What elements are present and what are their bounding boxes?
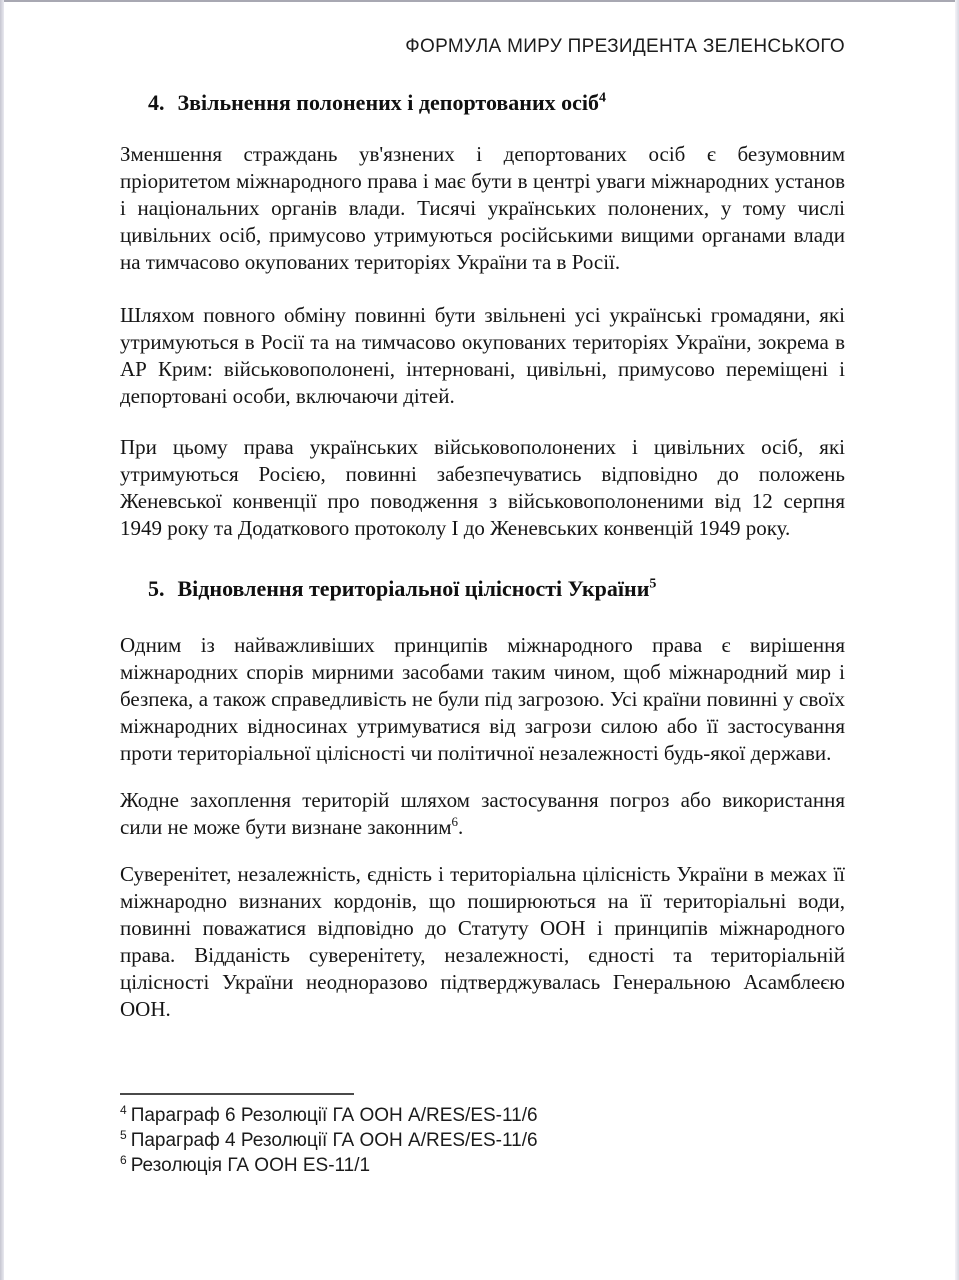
paragraph-5-2-text: Жодне захоплення територій шляхом застосування погроз або використання сили не може бути визнане законним xyxy=(120,788,845,839)
paragraph-5-1 xyxy=(120,632,845,767)
section-5-heading xyxy=(120,576,845,601)
paragraph-5-3 xyxy=(120,861,845,1023)
footnote-5-text: Параграф 4 Резолюції ГА ООН A/RES/ES-11/6 xyxy=(130,1130,538,1151)
footnote-divider xyxy=(120,1093,354,1095)
section-5 xyxy=(120,576,845,1023)
paragraph-5-1-text: Одним із найважливіших принципів міжнародного права є вирішення міжнародних спорів мирними засобами таким чином, щоб міжнародний мир і безпека, а також справедливість не були під загрозою. Усі країни повинні у своїх міжнародних відносинах утримуватися від загрози силою або її застосування проти територіальної цілісності чи політичної незалежності будь-якої держави. xyxy=(120,633,845,765)
paragraph-5-3-text: Суверенітет, незалежність, єдність і територіальна цілісність України в межах її міжнародно визнаних кордонів, що поширюються на її територіальні води, повинні поважатися відповідно до Статуту ООН і принципів міжнародного права. Відданість суверенітету, незалежності, єдності та територіальній цілісності України неодноразово підтверджувалась Генеральною Асамблеєю ООН. xyxy=(120,862,845,1021)
footnote-5 xyxy=(120,1128,845,1153)
footnote-4-marker: 4 xyxy=(120,1102,127,1117)
section-5-number: 5. xyxy=(148,576,165,601)
footnote-5-marker: 5 xyxy=(120,1127,127,1142)
section-4-number: 4. xyxy=(148,90,165,115)
footnote-ref-5: 5 xyxy=(649,576,657,592)
running-header: ФОРМУЛА МИРУ ПРЕЗИДЕНТА ЗЕЛЕНСЬКОГО xyxy=(405,36,845,57)
section-4 xyxy=(120,90,845,542)
paragraph-4-3 xyxy=(120,434,845,542)
section-4-title: Звільнення полонених і депортованих осіб xyxy=(177,90,600,115)
paragraph-4-1 xyxy=(120,141,845,276)
section-5-title: Відновлення територіальної цілісності України xyxy=(177,576,650,601)
paragraph-4-3-text: При цьому права українських військовополонених і цивільних осіб, які утримуються Росією, повинні забезпечуватись відповідно до положень Женевської конвенції про поводження з військовополоненими від 12 серпня 1949 року та Додаткового протоколу I до Женевських конвенцій 1949 року. xyxy=(120,435,845,540)
footnote-ref-6: 6 xyxy=(451,814,459,829)
paragraph-4-2-text: Шляхом повного обміну повинні бути звільнені усі українські громадяни, які утримуються в Росії та на тимчасово окупованих територіях України, зокрема в АР Крим: військовополонені, інтерновані, цивільні, примусово переміщені і депортовані особи, включаючи дітей. xyxy=(120,303,845,408)
footnote-6-marker: 6 xyxy=(120,1152,127,1167)
footnotes-block xyxy=(120,1103,845,1178)
footnote-6 xyxy=(120,1153,845,1178)
footnote-4 xyxy=(120,1103,845,1128)
section-4-heading xyxy=(120,90,845,115)
paragraph-5-2-tail: . xyxy=(458,815,464,839)
paragraph-4-1-text: Зменшення страждань ув'язнених і депортованих осіб є безумовним пріоритетом міжнародного права і має бути в центрі уваги міжнародних установ і національних органів влади. Тисячі українських полонених, у тому числі цивільних осіб, примусово утримуються російськими вищими органами влади на тимчасово окупованих територіях України та в Росії. xyxy=(120,142,845,274)
footnote-ref-4: 4 xyxy=(599,90,607,106)
footnote-4-text: Параграф 6 Резолюції ГА ООН A/RES/ES-11/6 xyxy=(130,1105,538,1126)
paragraph-5-2 xyxy=(120,787,845,841)
paragraph-4-2 xyxy=(120,302,845,410)
footnote-6-text: Резолюція ГА ООН ES-11/1 xyxy=(130,1155,371,1176)
